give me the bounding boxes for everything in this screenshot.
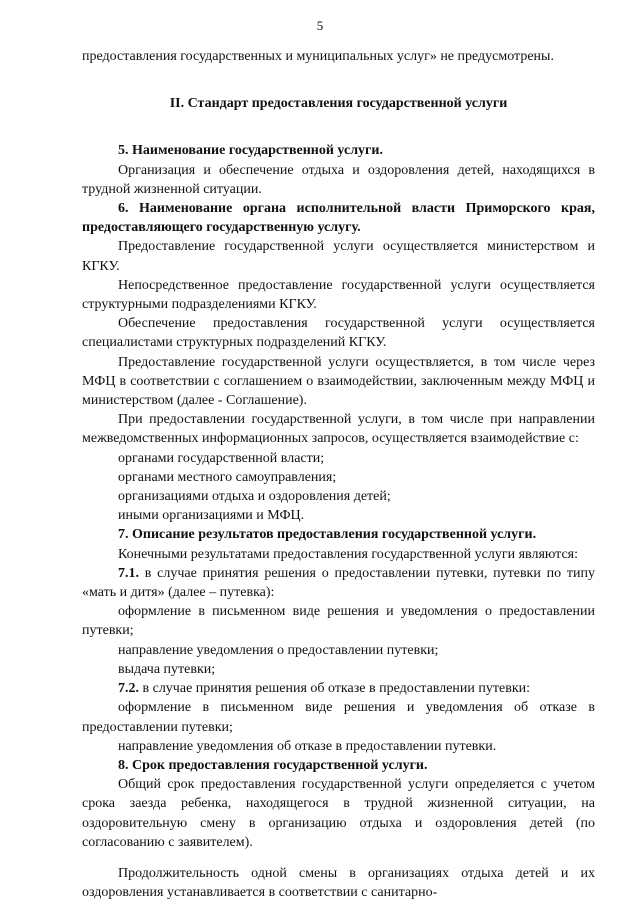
s6-paragraph: Предоставление государственной услуги осуществляется министерством и КГКУ.	[82, 239, 595, 274]
s7-2-number: 7.2.	[118, 681, 139, 697]
s5-text: Организация и обеспечение отдыха и оздоровления детей, находящихся в трудной жизненной ситуации.	[82, 162, 595, 197]
list-item: выдача путевки;	[118, 661, 216, 677]
intro-line: предоставления государственных и муниципальных услуг» не предусмотрены.	[82, 49, 554, 64]
s6-paragraph: Предоставление государственной услуги осуществляется, в том числе через МФЦ в соответствии с соглашением о взаимодействии, заключенным между МФЦ и министерством (далее - Соглашение).	[82, 354, 595, 409]
s5-heading: 5. Наименование государственной услуги.	[118, 143, 383, 159]
s8-heading: 8. Срок предоставления государственной услуги.	[118, 757, 428, 773]
document-body	[82, 47, 595, 902]
s8-paragraph: Продолжительность одной смены в организациях отдыха детей и их оздоровления устанавливается в соответствии с санитарно-	[82, 865, 595, 901]
s7-1-paragraph	[82, 564, 595, 602]
s7-1-number: 7.1.	[118, 565, 139, 581]
page-number: 5	[316, 18, 324, 33]
list-item: направление уведомления о предоставлении путевки;	[118, 642, 439, 658]
list-item: органами государственной власти;	[118, 450, 325, 466]
s7-1-text: в случае принятия решения о предоставлении путевки, путевки по типу «мать и дитя» (далее – путевка):	[82, 565, 595, 601]
list-item: иными организациями и МФЦ.	[118, 508, 305, 524]
section-title: II. Стандарт предоставления государственной услуги	[169, 96, 508, 112]
list-item: организациями отдыха и оздоровления детей;	[118, 489, 391, 505]
s7-paragraph: Конечными результатами предоставления государственной услуги являются:	[118, 546, 578, 562]
s6-paragraph: Непосредственное предоставление государственной услуги осуществляется структурными подразделениями КГКУ.	[82, 277, 595, 313]
s6-paragraph: При предоставлении государственной услуги, в том числе при направлении межведомственных информационных запросов, осуществляется взаимодействие с:	[82, 412, 595, 447]
s7-heading: 7. Описание результатов предоставления государственной услуги.	[118, 527, 537, 543]
s6-paragraph: Обеспечение предоставления государственной услуги осуществляется специалистами структурных подразделений КГКУ.	[82, 316, 595, 351]
s6-heading: 6. Наименование органа исполнительной власти Приморского края, предоставляющего государственную услугу.	[82, 201, 595, 236]
s7-2-text: в случае принятия решения об отказе в предоставлении путевки:	[139, 681, 531, 697]
s8-paragraph: Общий срок предоставления государственной услуги определяется с учетом срока заезда ребенка, находящегося в трудной жизненной ситуации, на оздоровительную смену в организацию отдыха и оздоровления детей (по согласованию с заявителем).	[82, 777, 595, 850]
list-item: оформление в письменном виде решения и уведомления об отказе в предоставлении путевки;	[82, 700, 595, 735]
list-item: органами местного самоуправления;	[118, 469, 337, 485]
list-item: направление уведомления об отказе в предоставлении путевки.	[118, 738, 497, 754]
list-item: оформление в письменном виде решения и уведомления о предоставлении путевки;	[82, 604, 595, 639]
s7-2-paragraph	[82, 679, 595, 698]
